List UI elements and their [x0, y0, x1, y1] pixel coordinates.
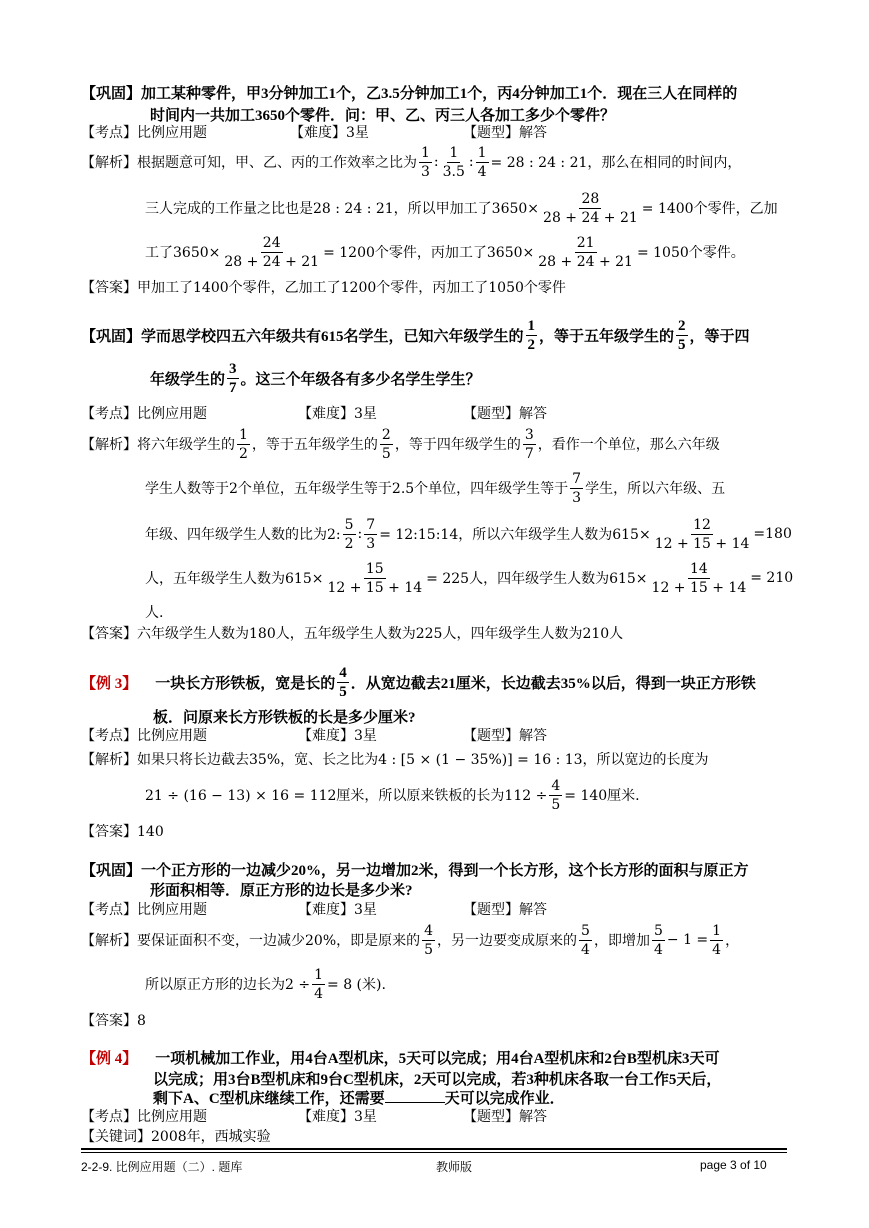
problem-1-kaodian: 【考点】比例应用题 — [81, 125, 207, 141]
example-3-answer: 【答案】140 — [81, 824, 164, 840]
problem-1-nandu: 【难度】3星 — [290, 125, 369, 141]
problem-1-tixing: 【题型】解答 — [463, 125, 547, 141]
problem-1-question-line2: 时间内一共加工3650个零件．问：甲、乙、丙三人各加工多少个零件？ — [150, 108, 616, 124]
problem-2-analysis-line2: 学生人数等于2个单位，五年级学生等于2.5个单位，四年级学生等于 $\frac{7}{3}$ 学生，所以六年级、五 — [145, 470, 726, 506]
problem-4-analysis-line1: 【解析】 要保证面积不变，一边减少20%，即是原来的 $\frac{4}{5}$ ，另一边要变成原来的 $\frac{5}{4}$ ，即增加 $\frac{5}{4}$ − 1 = $\frac{1}{4}$ ， — [81, 922, 740, 958]
problem-1-analysis-line1: 【解析】 根据题意可知，甲、乙、丙的工作效率之比为 $\frac{1}{3}$ : $\frac{1}{3.5}$ : $\frac{1}{4}$ = 28 : 24 : 21，那么在相同的时间内， — [81, 144, 742, 180]
example-4-kaodian: 【考点】比例应用题 — [81, 1109, 207, 1125]
problem-4-nandu: 【难度】3星 — [298, 902, 377, 918]
problem-2-answer: 【答案】六年级学生人数为180人，五年级学生人数为225人，四年级学生人数为210人 — [81, 626, 624, 642]
example-3-analysis-line2: 21 ÷ (16 − 13) × 16 = 112厘米，所以原来铁板的长为112 ÷ $\frac{4}{5}$ = 140厘米. — [145, 777, 640, 813]
problem-4-answer: 【答案】8 — [81, 1013, 146, 1029]
problem-2-analysis-line5: 人. — [145, 605, 164, 621]
problem-2-question-line1: 【巩固】 学而思学校四五六年级共有615名学生，已知六年级学生的 $\frac{1}{2}$ ，等于五年级学生的 $\frac{2}{5}$ ，等于四 — [81, 317, 750, 353]
example-3-kaodian: 【考点】比例应用题 — [81, 728, 207, 744]
problem-2-question-line2: 年级学生的 $\frac{3}{7}$ 。这三个年级各有多少名学生学生？ — [150, 360, 481, 396]
example-4-tixing: 【题型】解答 — [463, 1109, 547, 1125]
problem-4-kaodian: 【考点】比例应用题 — [81, 902, 207, 918]
problem-4-analysis-line2: 所以原正方形的边长为2 ÷ $\frac{1}{4}$ = 8 (米). — [145, 966, 386, 1002]
example-3-tixing: 【题型】解答 — [463, 728, 547, 744]
problem-2-tixing: 【题型】解答 — [463, 406, 547, 422]
footer-rule-thick — [81, 1148, 787, 1150]
problem-2-analysis-line3: 年级、四年级学生人数的比为2: $\frac{5}{2}$ : $\frac{7}{3}$ = 12:15:14，所以六年级学生人数为615× $\frac{12}{12 + 15 + 14}$ =180 — [145, 516, 792, 552]
problem-1-analysis-line2: 三人完成的工作量之比也是28 : 24 : 21，所以甲加工了3650× $\frac{28}{28 + 24 + 21}$ = 1400个零件，乙加 — [145, 190, 778, 226]
example-4-question-line3: 剩下A、C型机床继续工作，还需要 天可以完成作业． — [153, 1087, 565, 1108]
problem-2-analysis-line4: 人，五年级学生人数为615× $\frac{15}{12 + 15 + 14}$ = 225人，四年级学生人数为615× $\frac{14}{12 + 15 + 14}$ = 210 — [145, 560, 794, 596]
footer-center: 教师版 — [436, 1160, 473, 1174]
example-3-question-line2: 板．问原来长方形铁板的长是多少厘米? — [153, 710, 416, 726]
problem-2-kaodian: 【考点】比例应用题 — [81, 406, 207, 422]
example-4-question-line2: 以完成；用3台B型机床和9台C型机床，2天可以完成，若3种机床各取一台工作5天后， — [153, 1072, 722, 1088]
example-3-question-line1: 【例 3】 一块长方形铁板，宽是长的 $\frac{4}{5}$ ．从宽边截去21厘米，长边截去35%以后，得到一块正方形铁 — [81, 664, 756, 700]
problem-4-tixing: 【题型】解答 — [463, 902, 547, 918]
problem-1-analysis-line3: 工了3650× $\frac{24}{28 + 24 + 21}$ = 1200个零件，丙加工了3650× $\frac{21}{28 + 24 + 21}$ = 1050个零件。 — [145, 234, 745, 270]
example-4-nandu: 【难度】3星 — [298, 1109, 377, 1125]
problem-tag: 【巩固】 — [81, 86, 142, 102]
problem-4-question-line1: 【巩固】一个正方形的一边减少20%，另一边增加2米，得到一个长方形，这个长方形的面积与原正方 — [81, 863, 749, 879]
problem-2-nandu: 【难度】3星 — [298, 406, 377, 422]
example-3-analysis-line1: 【解析】如果只将长边截去35%，宽、长之比为4 : [5 × (1 − 35%)] = 16 : 13，所以宽边的长度为 — [81, 752, 709, 768]
example-4-keywords: 【关键词】2008年，西城实验 — [81, 1129, 271, 1145]
example-4-question-line1: 【例 4】 一项机械加工作业，用4台A型机床，5天可以完成；用4台A型机床和2台B型机床3天可 — [81, 1051, 720, 1067]
footer-left: 2-2-9. 比例应用题（二）. 题库 — [81, 1160, 243, 1174]
answer-blank[interactable] — [385, 1088, 445, 1103]
footer-page-number: page 3 of 10 — [700, 1158, 767, 1172]
problem-1-question-line1: 【巩固】加工某种零件，甲3分钟加工1个，乙3.5分钟加工1个，丙4分钟加工1个．现在三人在同样的 — [81, 86, 738, 102]
problem-1-answer: 【答案】甲加工了1400个零件，乙加工了1200个零件，丙加工了1050个零件 — [81, 280, 566, 296]
example-3-nandu: 【难度】3星 — [298, 728, 377, 744]
problem-4-question-line2: 形面积相等．原正方形的边长是多少米? — [150, 883, 413, 899]
footer-rule-thin — [81, 1152, 787, 1153]
problem-2-analysis-line1: 【解析】 将六年级学生的 $\frac{1}{2}$ ，等于五年级学生的 $\frac{2}{5}$ ，等于四年级学生的 $\frac{3}{7}$ ，看作一个单位，那么六年级 — [81, 426, 720, 462]
